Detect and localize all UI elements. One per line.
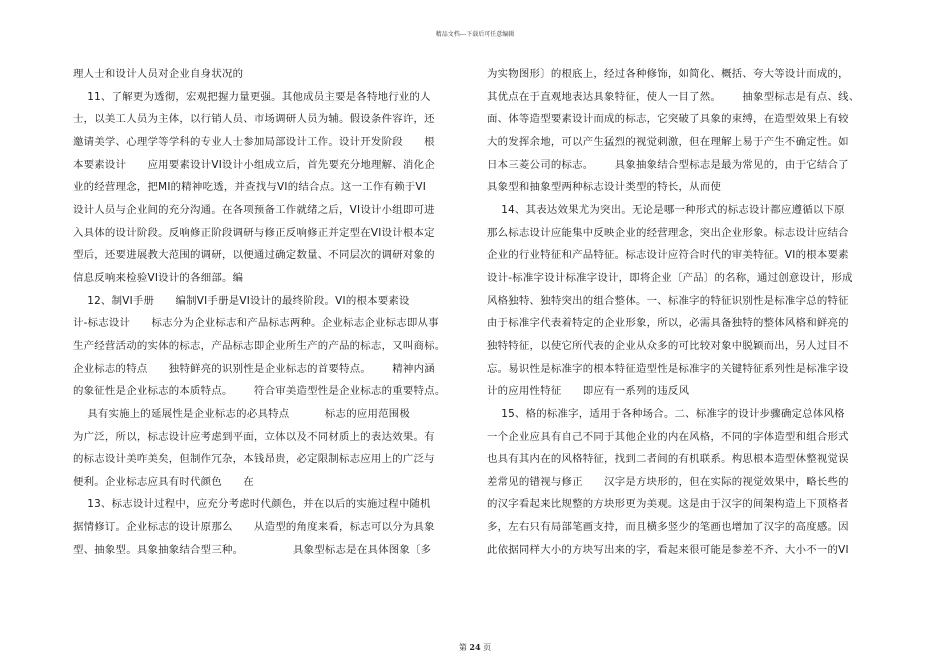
text-line: 此依据同样大小的方块写出来的字，看起来很可能是参差不齐、大小不一的VI — [487, 543, 849, 556]
text-line: 的汉字看起来比规整的方块形更为美观。这是由于汉字的间架构造上下顶格者 — [487, 498, 849, 511]
text-line: 具有实施上的延展性是企业标志的必具特点 标志的应用范围极 — [73, 407, 411, 420]
page-number: 24 — [469, 642, 481, 652]
text-line: 差常见的错视与修正 汉字是方块形的，但在实际的视觉效果中，略长些的 — [487, 475, 849, 488]
page-footer — [0, 642, 950, 653]
text-line: 业的经营理念，把MI的精神吃透，并查找与VI的结合点。这一工作有赖于VI — [73, 181, 427, 194]
text-line: 忘。易识性是标准字的根本特征造型性是标准字的关键特征系列性是标准字设 — [487, 362, 849, 375]
text-line: 信息反响来检验VI设计的各细部。编 — [73, 271, 244, 284]
text-line: 为实物图形〕的根底上，经过各种修饰，如简化、概括、夸大等设计而成的， — [487, 68, 849, 80]
text-line: 为广泛，所以，标志设计应考虑到平面，立体以及不同材质上的表达效果。有 — [73, 430, 435, 443]
right-text-column — [487, 63, 872, 561]
text-line: 也具有其内在的风格特征，找到二者间的有机联系。构思根本造型休整视觉误 — [487, 453, 849, 466]
text-line: 生产经营活动的实体的标志，产品标志即企业所生产的产品的标志，又叫商标。 — [73, 339, 446, 352]
text-line: 入具体的设计阶段。反响修正阶段调研与修正反响修正并定型在VI设计根本定 — [73, 226, 435, 239]
text-line: 企业的行业特征和产品特征。标志设计应符合时代的审美特征。VI的根本要素 — [487, 249, 849, 262]
text-line: 大的发挥余地，可以产生猛烈的视觉刺激，但在理解上易于产生不确定性。如 — [487, 135, 849, 148]
text-line: 计的应用性特征 即应有一系列的违反风 — [487, 385, 690, 398]
text-line: 据情修订。企业标志的设计原那么 从造型的角度来看，标志可以分为具象 — [73, 521, 435, 534]
text-line: 独特特征，以使它所代表的企业从众多的可比较对象中脱颖而出，另人过目不 — [487, 339, 849, 352]
text-line: 便利。企业标志应具有时代颜色 在 — [73, 475, 254, 488]
text-line: 邀请美学、心理学等学科的专业人士参加局部设计工作。设计开发阶段 根 — [73, 135, 435, 148]
text-line: 那么标志设计应能集中反映企业的经营理念，突出企业形象。标志设计应结合 — [487, 226, 849, 239]
left-text-column — [73, 63, 458, 561]
text-line: 日本三菱公司的标志。 具象抽象结合型标志是最为常见的，由于它结合了 — [487, 158, 849, 171]
page-suffix: 页 — [483, 643, 492, 652]
page-prefix: 第 — [458, 643, 467, 652]
text-line: 13、标志设计过程中，应充分考虑时代颜色，并在以后的实施过程中随机 — [73, 498, 431, 511]
text-line: 型后，还要进展教大范围的调研，以便通过确定数量、不同层次的调研对象的 — [73, 249, 435, 262]
text-line: 面、体等造型要素设计而成的标志，它突破了具象的束缚，在造型效果上有较 — [487, 113, 849, 126]
text-line: 由于标准字代表着特定的企业形象，所以，必需具备独特的整体风格和鲜亮的 — [487, 317, 849, 330]
text-line: 理人士和设计人员对企业自身状况的 — [73, 68, 244, 80]
text-line: 一个企业应具有自己不同于其他企业的内在风格，不同的字体造型和组合形式 — [487, 430, 849, 443]
text-line: 11、了解更为透彻，宏观把握力量更强。其他成员主要是各特地行业的人 — [73, 90, 431, 103]
text-line: 设计-标准字设计标准字设计，即将企业〔产品〕的名称，通过创意设计，形成 — [487, 271, 853, 284]
text-line: 具象型和抽象型两种标志设计类型的特长，从而使 — [487, 181, 722, 194]
text-line: 设计人员与企业间的充分沟通。在各项预备工作就绪之后，VI设计小组即可进 — [73, 203, 435, 216]
page-header: 精品文档---下载后可任意编辑 — [435, 31, 515, 38]
text-line: 多，左右只有局部笔画支持，而且横多竖少的笔画也增加了汉字的高度感。因 — [487, 521, 849, 534]
text-line: 15、格的标准字，适用于各种场合。二、标准字的设计步骤确定总体风格 — [487, 407, 845, 420]
text-line: 本要素设计 应用要素设计VI设计小组成立后，首先要充分地理解、消化企 — [73, 158, 435, 171]
text-line: 士，以美工人员为主体，以行销人员、市场调研人员为辅。假设条件容许，还 — [73, 113, 435, 126]
text-line: 12、制VI手册 编制VI手册是VI设计的最终阶段。VI的根本要素设 — [73, 294, 410, 307]
text-line: 14、其表达效果尤为突出。无论是哪一种形式的标志设计都应遵循以下原 — [487, 203, 845, 216]
text-line: 计-标志设计 标志分为企业标志和产品标志两种。企业标志企业标志即从事 — [73, 317, 439, 330]
text-line: 型、抽象型。具象抽象结合型三种。 具象型标志是在具体图象〔多 — [73, 543, 432, 556]
text-line: 风格独特、独特突出的组合整体。一、标准字的特征识别性是标准字总的特征 — [487, 294, 849, 307]
text-line: 的象征性是企业标志的本质特点。 符合审美造型性是企业标志的重要特点。 — [73, 385, 446, 398]
text-line: 的标志设计美咋美矣，但制作冗杂，本钱昂贵，必定限制标志应用上的广泛与 — [73, 453, 435, 466]
text-line: 企业标志的特点 独特鲜亮的识别性是企业标志的首要特点。 精神内涵 — [73, 362, 435, 375]
text-line: 其优点在于直观地表达具象特征，使人一目了然。 抽象型标志是有点、线、 — [487, 90, 860, 103]
